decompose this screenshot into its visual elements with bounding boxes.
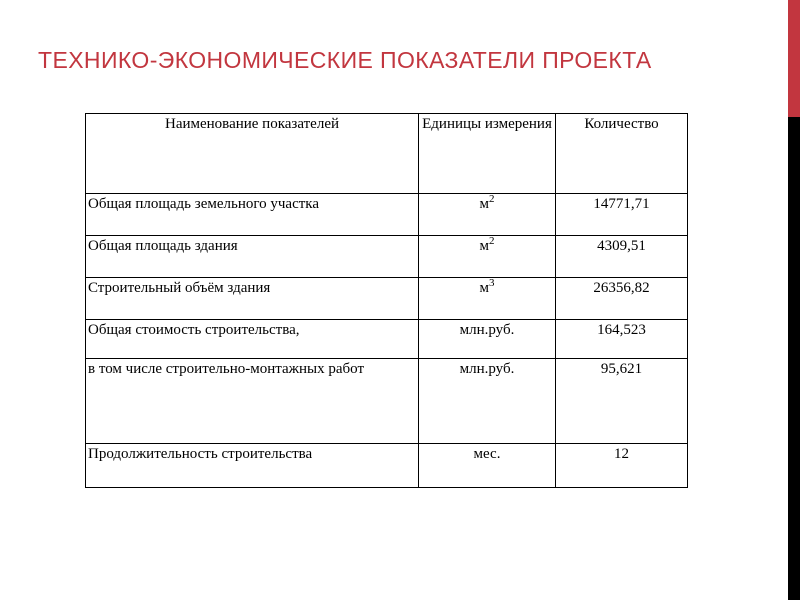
unit-cell	[419, 359, 556, 444]
table-row	[86, 194, 688, 236]
unit-base: м	[479, 196, 489, 212]
table-row	[86, 320, 688, 359]
value-cell: 4309,51	[556, 236, 688, 278]
table-header-row	[86, 114, 688, 194]
unit-base: млн.руб.	[459, 361, 515, 377]
value-cell: 14771,71	[556, 194, 688, 236]
unit-cell	[419, 320, 556, 359]
value-cell: 164,523	[556, 320, 688, 359]
value-cell: 26356,82	[556, 278, 688, 320]
edge-accent-bar	[788, 0, 800, 600]
unit-base: млн.руб.	[459, 322, 515, 338]
edge-bar-black-segment	[788, 117, 800, 600]
table-row	[86, 236, 688, 278]
table-row	[86, 444, 688, 488]
col-header-units: Единицы измерения	[419, 114, 556, 194]
unit-superscript: 3	[489, 277, 495, 289]
indicator-name-cell: Общая стоимость строительства,	[86, 320, 419, 359]
unit-base: м	[479, 238, 489, 254]
indicator-name-cell: Продолжительность строительства	[86, 444, 419, 488]
value-cell: 95,621	[556, 359, 688, 444]
indicator-name-cell: Строительный объём здания	[86, 278, 419, 320]
unit-cell	[419, 194, 556, 236]
unit-base: м	[479, 280, 489, 296]
value-cell: 12	[556, 444, 688, 488]
edge-bar-red-segment	[788, 0, 800, 117]
unit-cell	[419, 236, 556, 278]
table-row	[86, 278, 688, 320]
slide-title: ТЕХНИКО-ЭКОНОМИЧЕСКИЕ ПОКАЗАТЕЛИ ПРОЕКТА	[38, 47, 652, 73]
unit-base: мес.	[473, 446, 501, 462]
col-header-name: Наименование показателей	[86, 114, 419, 194]
col-header-quantity: Количество	[556, 114, 688, 194]
table-row	[86, 359, 688, 444]
indicators-table	[85, 113, 688, 488]
indicator-name-cell: в том числе строительно-монтажных работ	[86, 359, 419, 444]
unit-cell	[419, 444, 556, 488]
unit-superscript: 2	[489, 235, 495, 247]
unit-cell	[419, 278, 556, 320]
indicator-name-cell: Общая площадь земельного участка	[86, 194, 419, 236]
unit-superscript: 2	[489, 193, 495, 205]
indicator-name-cell: Общая площадь здания	[86, 236, 419, 278]
